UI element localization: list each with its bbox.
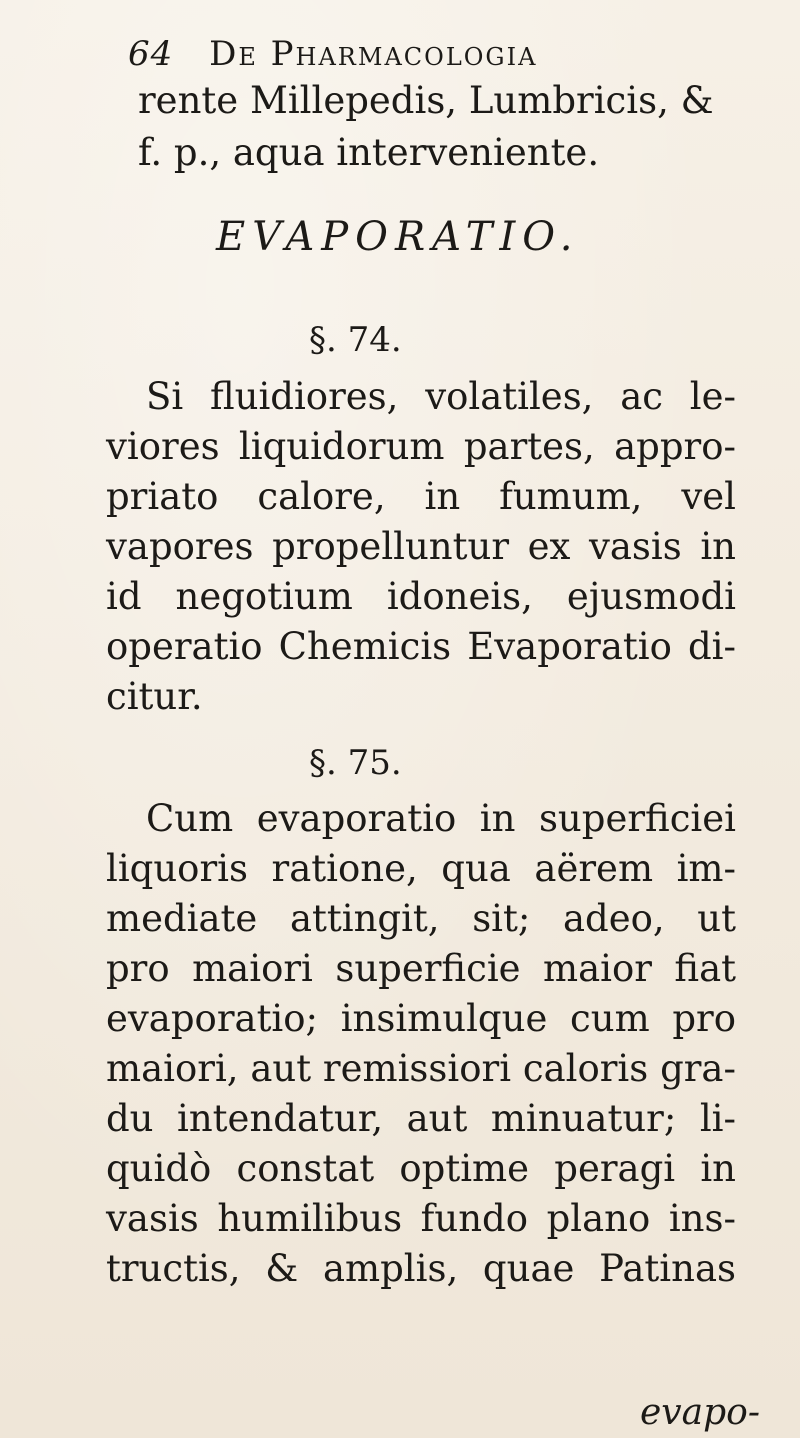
text-line: citur. <box>106 675 203 718</box>
text-line: priato calore, in fumum, vel <box>106 475 736 518</box>
paragraph-number: §. 74. <box>309 320 402 360</box>
text-line: Si fluidiores, volatiles, ac le- <box>146 375 736 418</box>
section-title: EVAPORATIO. <box>216 214 580 260</box>
page-number: 64 <box>128 34 174 74</box>
text-line: id negotium idoneis, ejusmodi <box>106 575 736 618</box>
running-title: De Pharmacologia <box>209 34 538 74</box>
opening-line-1: rente Millepedis, Lumbricis, & <box>138 79 714 122</box>
text-line: maiori, aut remissiori caloris gra- <box>106 1047 736 1090</box>
text-line: evaporatio; insimulque cum pro <box>106 997 736 1040</box>
opening-line-2: f. p., aqua interveniente. <box>138 131 600 174</box>
text-line: Cum evaporatio in superficiei <box>146 797 736 840</box>
text-line: viores liquidorum partes, appro- <box>106 425 736 468</box>
text-line: operatio Chemicis Evaporatio di- <box>106 625 736 668</box>
text-line: du intendatur, aut minuatur; li- <box>106 1097 736 1140</box>
text-line: vapores propelluntur ex vasis in <box>106 525 736 568</box>
text-line: quidò constat optime peragi in <box>106 1147 736 1190</box>
paragraph-number: §. 75. <box>309 743 402 783</box>
catchword: evapo- <box>640 1392 760 1433</box>
text-line: vasis humilibus fundo plano ins- <box>106 1197 736 1240</box>
text-line: mediate attingit, sit; adeo, ut <box>106 897 736 940</box>
text-line: tructis, & amplis, quae Patinas <box>106 1247 736 1290</box>
text-line: pro maiori superficie maior fiat <box>106 947 736 990</box>
text-line: liquoris ratione, qua aërem im- <box>106 847 736 890</box>
page-header <box>128 34 728 84</box>
